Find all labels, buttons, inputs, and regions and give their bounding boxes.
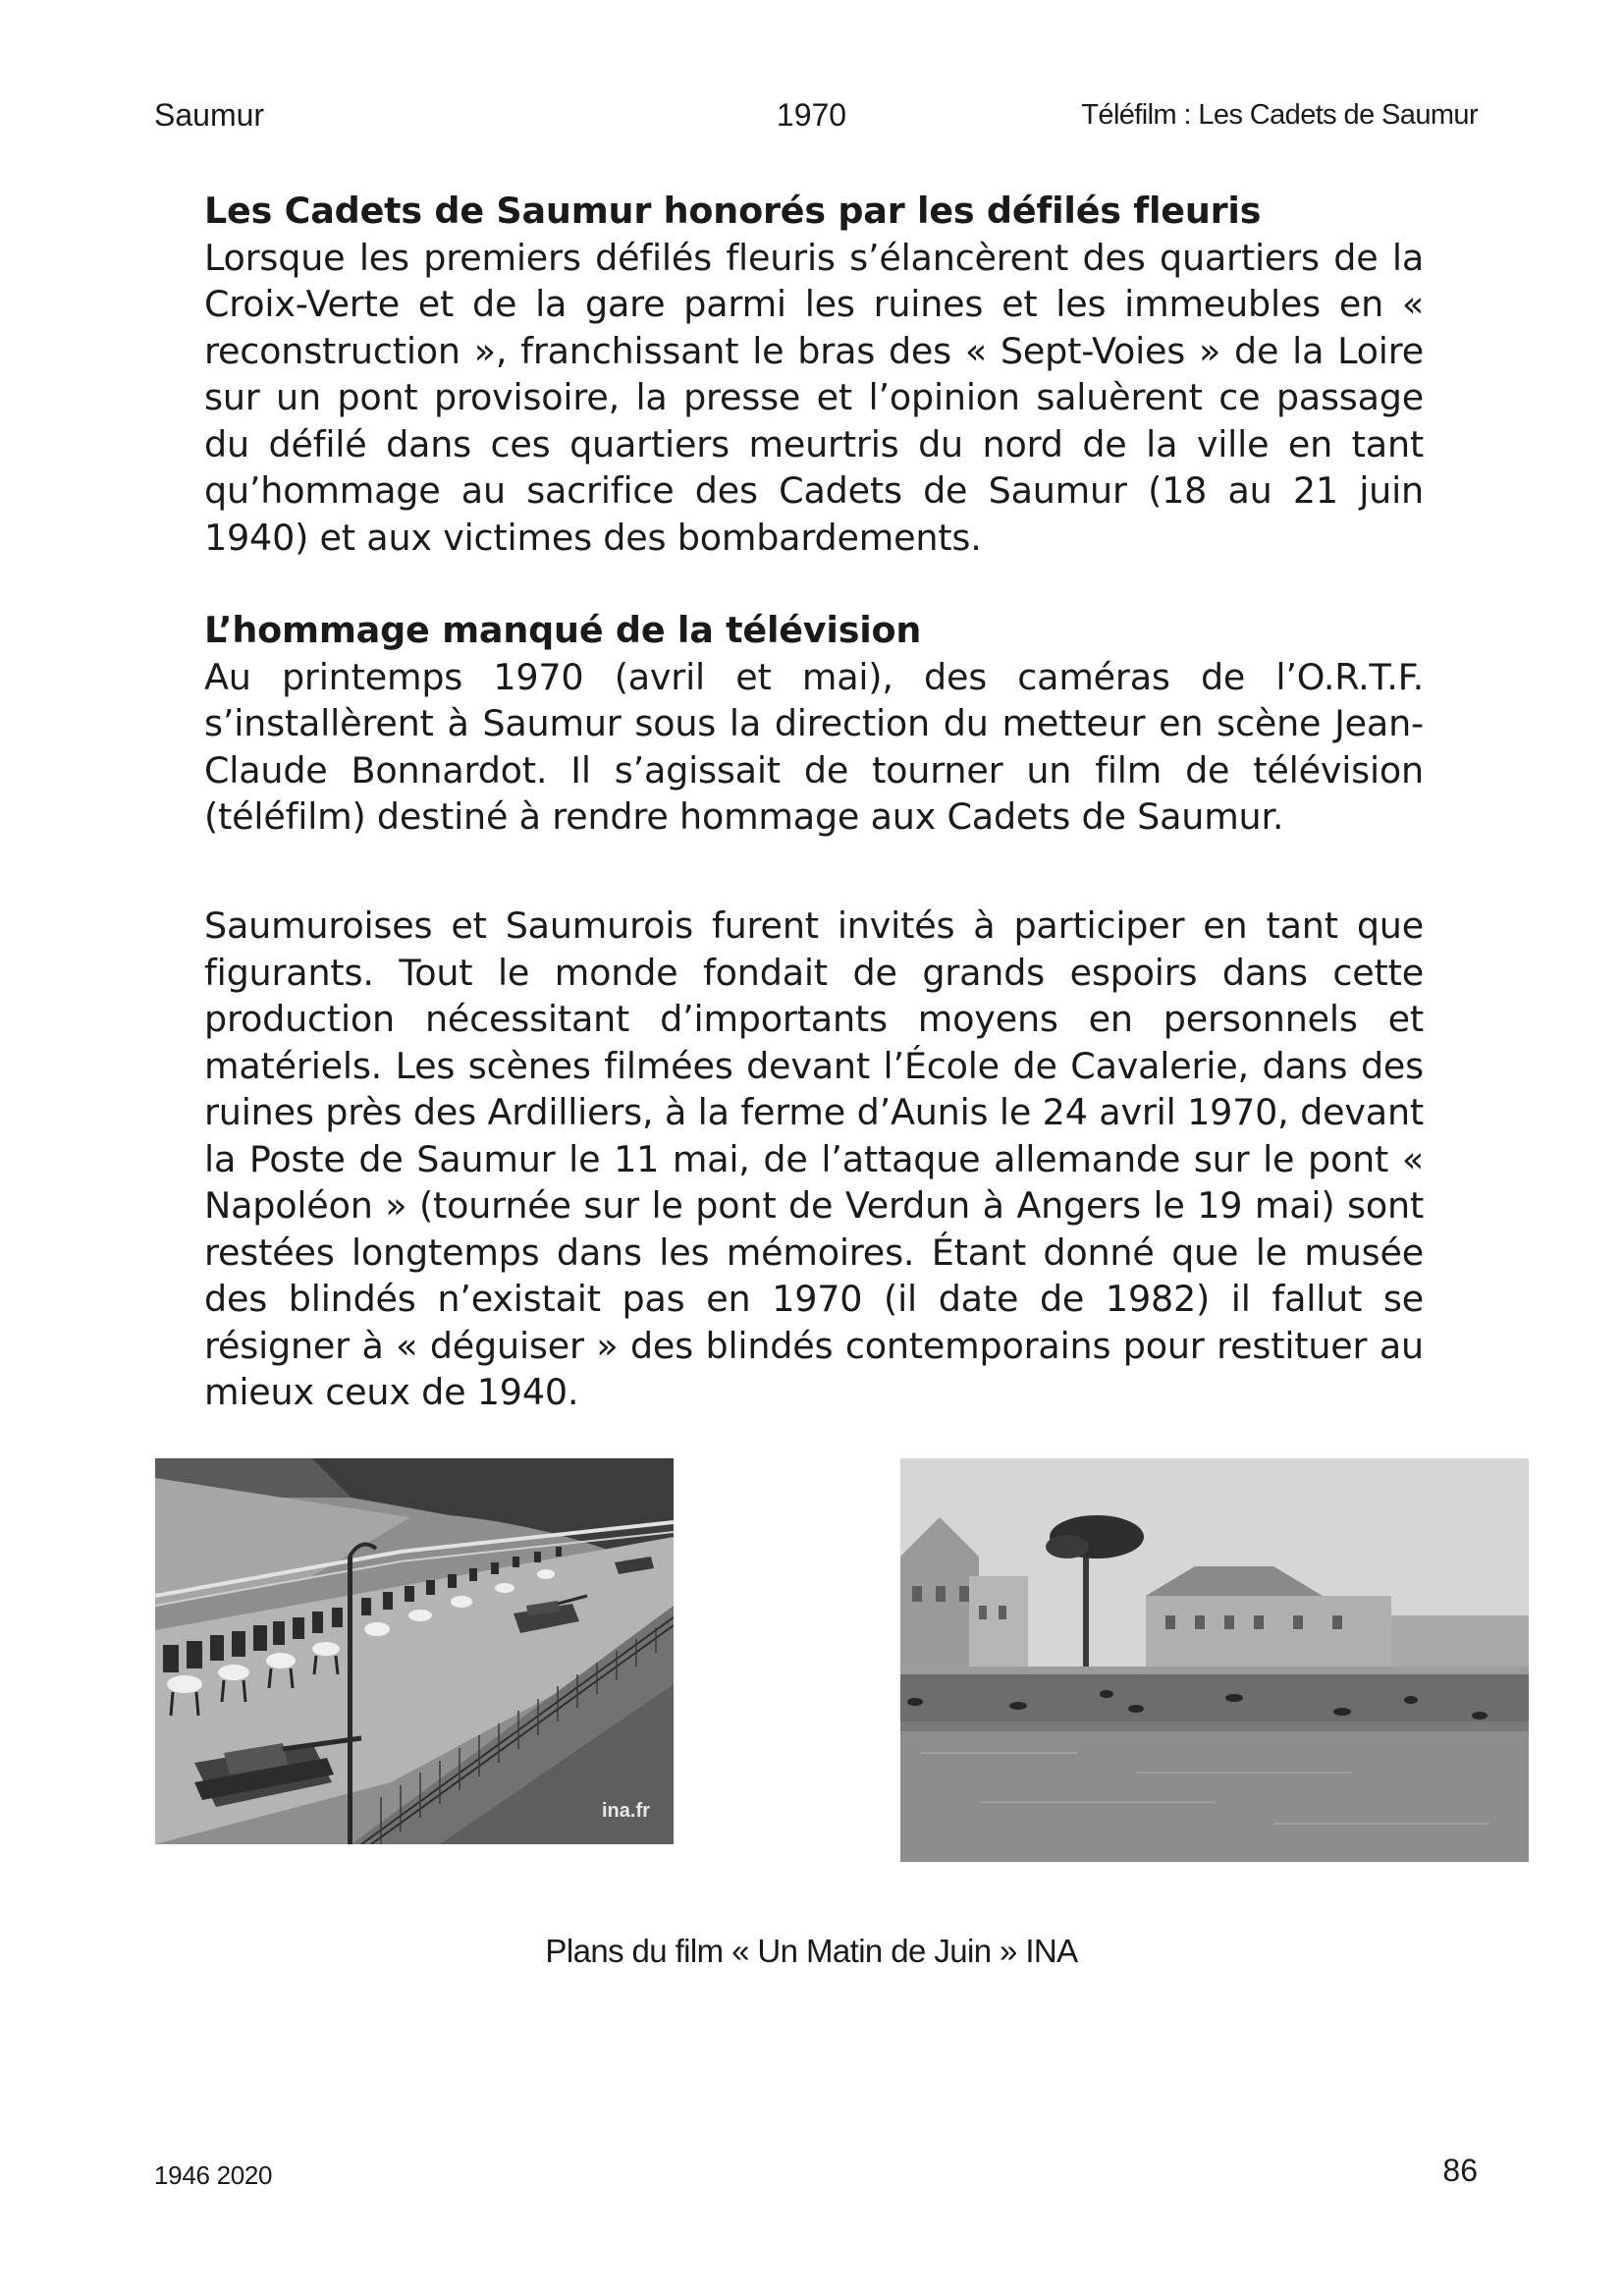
footer-years: 1946 2020 bbox=[154, 2160, 273, 2190]
section-hommage-television bbox=[204, 607, 1424, 841]
section-heading: L’hommage manqué de la télévision bbox=[204, 609, 922, 651]
paragraph: Au printemps 1970 (avril et mai), des caméras de l’O.R.T.F. s’installèrent à Saumur sous la direction du metteur en scène Jean-Claude Bonnardot. Il s’agissait de tourner un film de télévision (téléfilm) destiné à rendre hommage aux Cadets de Saumur. bbox=[204, 655, 1424, 838]
film-still-riverbank-photo bbox=[900, 1458, 1529, 1862]
running-header-title: Téléfilm : Les Cadets de Saumur bbox=[1081, 99, 1478, 131]
running-header-left: Saumur bbox=[154, 97, 265, 133]
running-header-year: 1970 bbox=[776, 97, 847, 133]
film-still-parade-photo bbox=[155, 1458, 674, 1844]
section-heading: Les Cadets de Saumur honorés par les défilés fleuris bbox=[204, 190, 1262, 232]
paragraph: Saumuroises et Saumurois furent invités à participer en tant que figurants. Tout le monde fondait de grands espoirs dans cette production nécessitant d’importants moyens en personnels et matériels. Les scènes filmées devant l’École de Cavalerie, dans des ruines près des Ardilliers, à la ferme d’Aunis le 24 avril 1970, devant la Poste de Saumur le 11 mai, de l’attaque allemande sur le pont « Napoléon » (tournée sur le pont de Verdun à Angers le 19 mai) sont restées longtemps dans les mémoires. Étant donné que le musée des blindés n’existait pas en 1970 (il date de 1982) il fallut se résigner à « déguiser » des blindés contemporains pour restituer au mieux ceux de 1940. bbox=[204, 904, 1424, 1413]
section-figurants bbox=[204, 902, 1424, 1416]
paragraph: Lorsque les premiers défilés fleuris s’élancèrent des quartiers de la Croix-Verte et de la gare parmi les ruines et les immeubles en « reconstruction », franchissant le bras des « Sept-Voies » de la Loire sur un pont provisoire, la presse et l’opinion saluèrent ce passage du défilé dans ces quartiers meurtris du nord de la ville en tant qu’hommage au sacrifice des Cadets de Saumur (18 au 21 juin 1940) et aux victimes des bombardements. bbox=[204, 236, 1424, 559]
section-defiles-fleuris bbox=[204, 188, 1424, 561]
page-number: 86 bbox=[1442, 2153, 1478, 2188]
photo-caption: Plans du film « Un Matin de Juin » INA bbox=[545, 1933, 1078, 1969]
ina-watermark: ina.fr bbox=[602, 1800, 650, 1822]
